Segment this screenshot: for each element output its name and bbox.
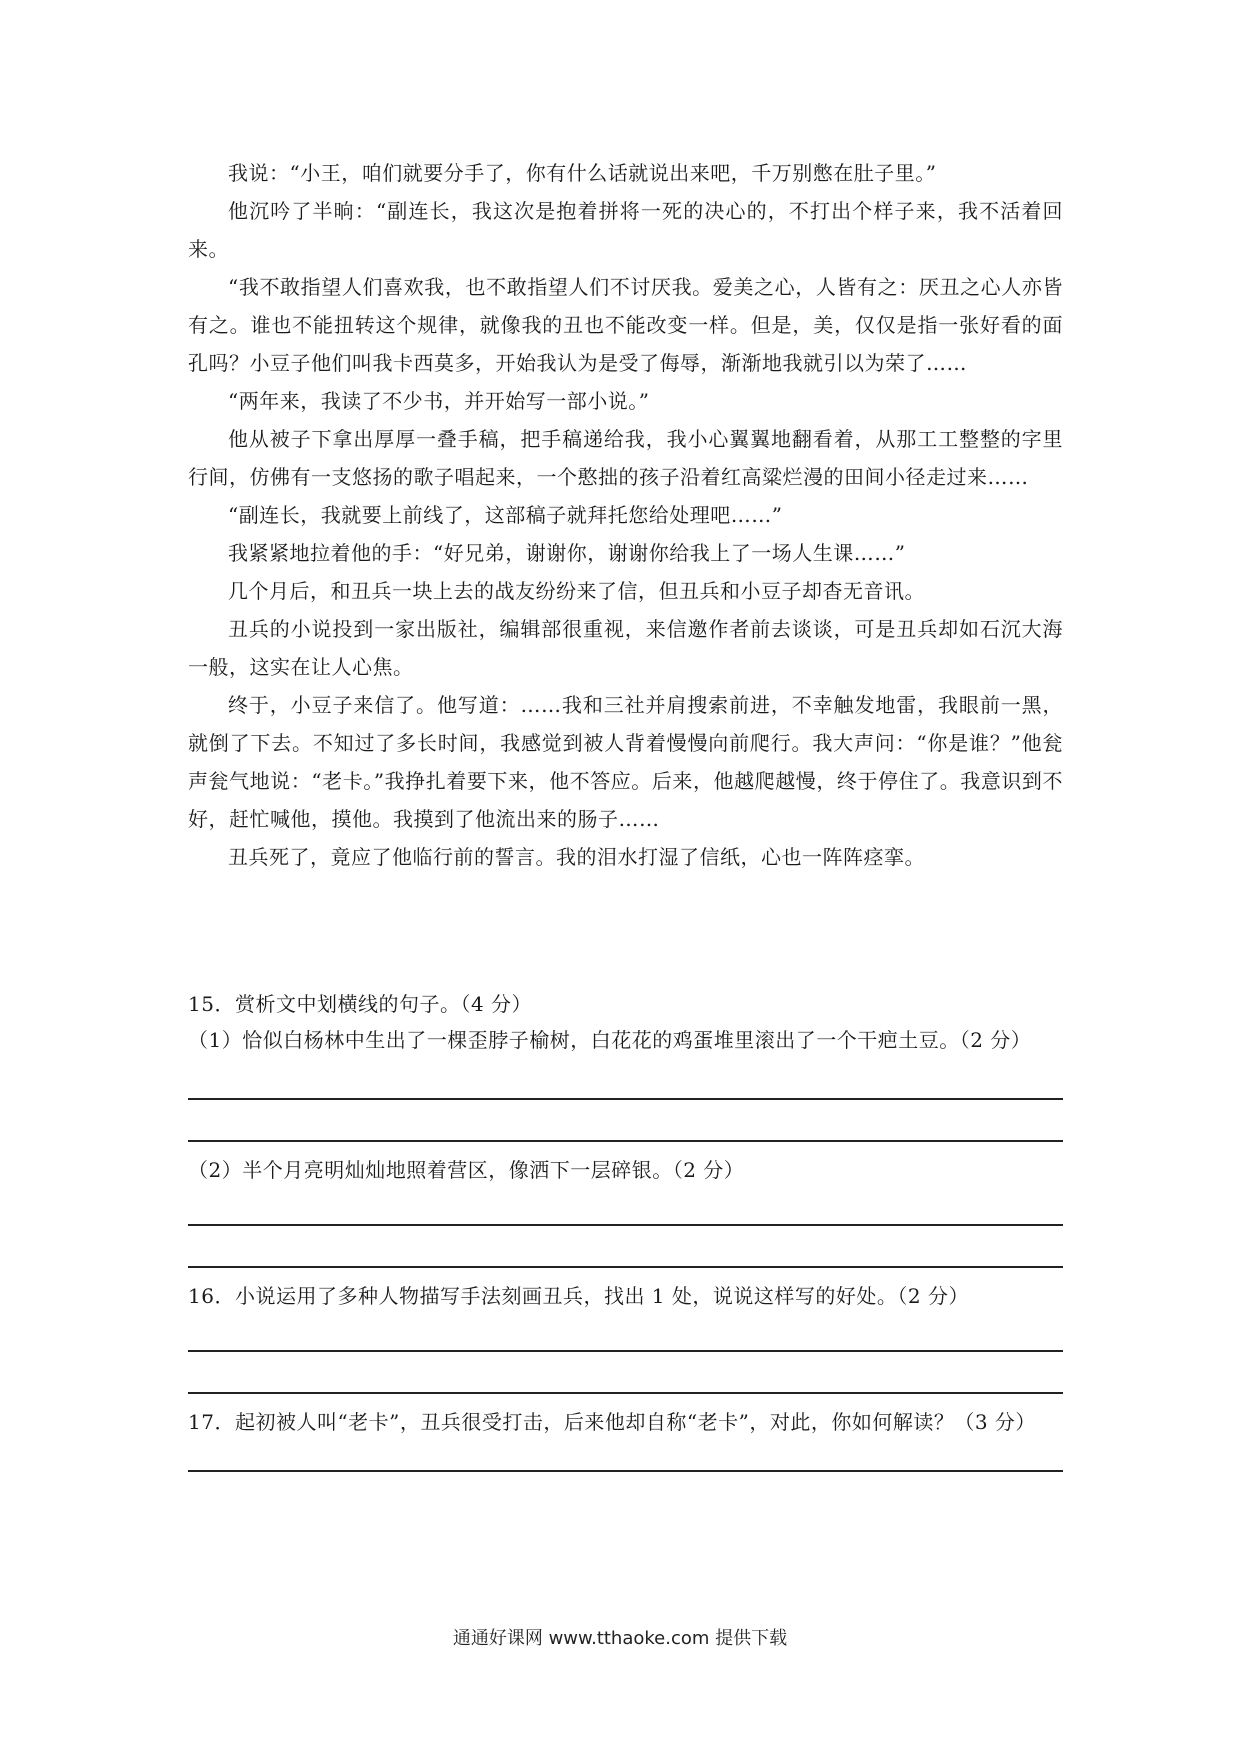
passage-paragraph: 他从被子下拿出厚厚一叠手稿，把手稿递给我，我小心翼翼地翻看着，从那工工整整的字里行间，仿佛有一支悠扬的歌子唱起来，一个憨拙的孩子沿着红高粱烂漫的田间小径走过来…… <box>188 427 1063 489</box>
passage <box>188 154 1063 876</box>
passage-paragraph: “副连长，我就要上前线了，这部稿子就拜托您给处理吧……” <box>228 503 783 527</box>
passage-paragraph: 他沉吟了半晌：“副连长，我这次是抱着拼将一死的决心的，不打出个样子来，我不活着回来。 <box>188 199 1063 261</box>
passage-paragraph: 终于，小豆子来信了。他写道：……我和三社并肩搜索前进，不幸触发地雷，我眼前一黑，就倒了下去。不知过了多长时间，我感觉到被人背着慢慢向前爬行。我大声问：“你是谁？”他瓮声瓮气地说：“老卡。”我挣扎着要下来，他不答应。后来，他越爬越慢，终于停住了。我意识到不好，赶忙喊他，摸他。我摸到了他流出来的肠子…… <box>188 693 1063 831</box>
question-15-2: （2）半个月亮明灿灿地照着营区，像洒下一层碎银。（2 分） <box>188 1158 745 1182</box>
question-15-1: （1）恰似白杨林中生出了一棵歪脖子榆树，白花花的鸡蛋堆里滚出了一个干疤土豆。（2 分） <box>188 1028 1032 1052</box>
passage-paragraph: “两年来，我读了不少书，并开始写一部小说。” <box>228 389 650 413</box>
passage-paragraph: 丑兵死了，竟应了他临行前的誓言。我的泪水打湿了信纸，心也一阵阵痉挛。 <box>228 845 925 869</box>
passage-paragraph: 丑兵的小说投到一家出版社，编辑部很重视，来信邀作者前去谈谈，可是丑兵却如石沉大海一般，这实在让人心焦。 <box>188 617 1063 679</box>
passage-paragraph: 我说：“小王，咱们就要分手了，你有什么话就说出来吧，千万别憋在肚子里。” <box>228 161 937 185</box>
footer-credit: 通通好课网 www.tthaoke.com 提供下载 <box>452 1628 788 1649</box>
question-16: 16．小说运用了多种人物描写手法刻画丑兵，找出 1 处，说说这样写的好处。（2 分） <box>188 1284 969 1308</box>
question-17: 17．起初被人叫“老卡”，丑兵很受打击，后来他却自称“老卡”，对此，你如何解读？（3 分） <box>188 1410 1036 1434</box>
answer-line[interactable] <box>188 1470 1063 1472</box>
questions-section <box>188 986 1063 1472</box>
question-15: 15．赏析文中划横线的句子。（4 分） <box>188 992 533 1016</box>
passage-paragraph: 我紧紧地拉着他的手：“好兄弟，谢谢你，谢谢你给我上了一场人生课……” <box>228 541 906 565</box>
passage-paragraph: 几个月后，和丑兵一块上去的战友纷纷来了信，但丑兵和小豆子却杳无音讯。 <box>228 579 925 603</box>
passage-paragraph: “我不敢指望人们喜欢我，也不敢指望人们不讨厌我。爱美之心，人皆有之：厌丑之心人亦皆有之。谁也不能扭转这个规律，就像我的丑也不能改变一样。但是，美，仅仅是指一张好看的面孔吗？小豆子他们叫我卡西莫多，开始我认为是受了侮辱，渐渐地我就引以为荣了…… <box>188 275 1063 375</box>
